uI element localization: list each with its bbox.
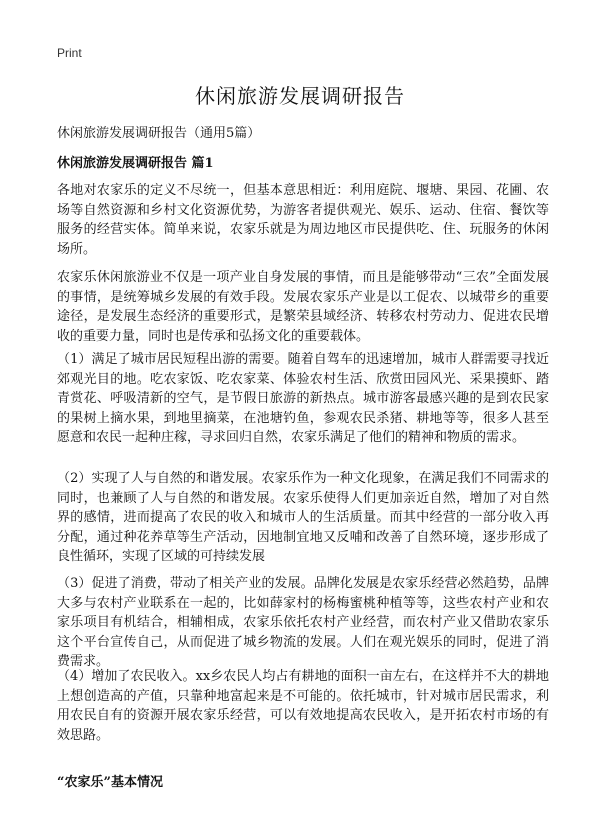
print-label: Print [57,46,82,60]
document-subtitle: 休闲旅游发展调研报告（通用5篇） [57,126,261,141]
paragraph-point-1: （1）满足了城市居民短程出游的需要。随着自驾车的迅速增加，城市人群需要寻找近郊观光目的地。吃农家饭、吃农家菜、体验农村生活、欣赏田园风光、采果摸虾、踏青赏花、呼吸清新的空气，是节假日旅游的新热点。城市游客最感兴趣的是到农民家的果树上摘水果，到地里摘菜，在池塘钓鱼，参观农民杀猪、耕地等等，很多人甚至愿意和农民一起种庄稼，寻求回归自然，农家乐满足了他们的精神和物质的需求。 [57,352,549,445]
page-title: 休闲旅游发展调研报告 [195,84,405,108]
paragraph-significance: 农家乐休闲旅游业不仅是一项产业自身发展的事情，而且是能够带动“三农”全面发展的事情，是统筹城乡发展的有效手段。发展农家乐产业是以工促农、以城带乡的重要途径，是发展生态经济的重要形式，是繁荣县域经济、转移农村劳动力、促进农民增收的重要力量，同时也是传承和弘扬文化的重要载体。 [57,270,549,344]
paragraph-definition: 各地对农家乐的定义不尽统一，但基本意思相近：利用庭院、堰塘、果园、花圃、农场等自然资源和乡村文化资源优势，为游客者提供观光、娱乐、运动、住宿、餐饮等服务的经营实体。简单来说，农家乐就是为周边地区市民提供吃、住、玩服务的休闲场所。 [57,183,549,257]
section-heading-1: 休闲旅游发展调研报告 篇1 [57,156,214,171]
paragraph-point-2: （2）实现了人与自然的和谐发展。农家乐作为一种文化现象，在满足我们不同需求的同时，也兼顾了人与自然的和谐发展。农家乐使得人们更加亲近自然，增加了对自然界的感情，进而提高了农民的收入和城市人的生活质量。而其中经营的一部分收入再分配，通过种花养草等生产活动，因地制宜地又反哺和改善了自然环境，逐步形成了良性循环，实现了区域的可持续发展 [57,471,549,564]
paragraph-point-3: （3）促进了消费，带动了相关产业的发展。品牌化发展是农家乐经营必然趋势，品牌大多与农村产业联系在一起的，比如薛家村的杨梅蜜桃种植等等，这些农村产业和农家乐项目有机结合，相辅相成，农家乐依托农村产业经营，而农村产业又借助农家乐这个平台宣传自己，从而促进了城乡物流的发展。人们在观光娱乐的同时，促进了消费需求。 [57,576,549,669]
section-heading-2: “农家乐”基本情况 [57,775,163,790]
paragraph-point-4: （4）增加了农民收入。xx乡农民人均占有耕地的面积一亩左右，在这样并不大的耕地上想创造高的产值，只靠种地富起来是不可能的。依托城市，针对城市居民需求，利用农民自有的资源开展农家乐经营，可以有效地提高农民收入，是开拓农村市场的有效思路。 [57,669,549,743]
